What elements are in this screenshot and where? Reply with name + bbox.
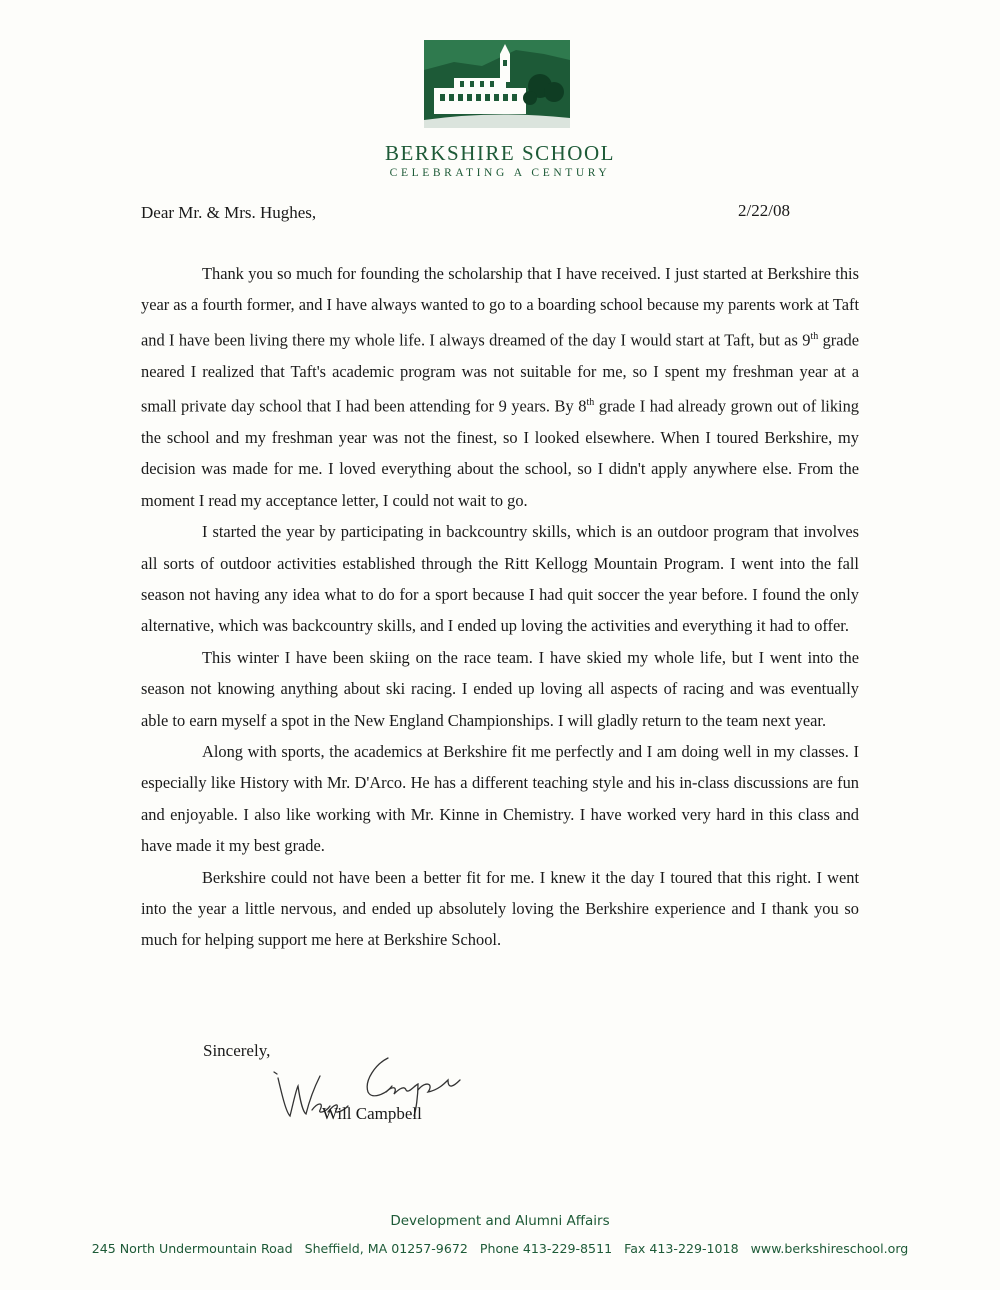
letter-date: 2/22/08 xyxy=(738,201,790,220)
paragraph: I started the year by participating in backcountry skills, which is an outdoor program that involves all sorts of outdoor activities established through the Ritt Kellogg Mountain Program. I went into the fall season not having any idea what to do for a sport because I had quit soccer the year before. I found the only alternative, which was backcountry skills, and I ended up loving the activities and everything it had to offer. xyxy=(141,522,859,636)
footer-address: 245 North Undermountain Road Sheffield, MA 01257-9672 Phone 413-229-8511 Fax 413-229-1018 www.berkshireschool.org xyxy=(91,1241,909,1256)
paragraph: Berkshire could not have been a better fit for me. I knew it the day I toured that this right. I went into the year a little nervous, and ended up absolutely loving the Berkshire experience and I thank you so much for helping support me here at Berkshire School. xyxy=(141,867,859,950)
letter-body xyxy=(141,258,859,956)
paragraph: Along with sports, the academics at Berkshire fit me perfectly and I am doing well in my classes. I especially like History with Mr. D'Arco. He has a different teaching style and his in-class discussions are fun and enjoyable. I also like working with Mr. Kinne in Chemistry. I have worked very hard in this class and have made it my best grade. xyxy=(141,742,859,856)
footer-department: Development and Alumni Affairs xyxy=(390,1213,610,1229)
signer-name: Will Campbell xyxy=(322,1104,422,1123)
salutation: Dear Mr. & Mrs. Hughes, xyxy=(141,203,317,222)
school-building-logo xyxy=(424,40,570,128)
school-tagline: CELEBRATING A CENTURY xyxy=(389,167,611,179)
paragraph: This winter I have been skiing on the race team. I have skied my whole life, but I went into the season not knowing anything about ski racing. I ended up loving all aspects of racing and was eventually able to earn myself a spot in the New England Championships. I will gladly return to the team next year. xyxy=(141,647,859,730)
closing: Sincerely, xyxy=(203,1041,271,1060)
school-name: BERKSHIRE SCHOOL xyxy=(385,141,615,165)
paragraph: Thank you so much for founding the scholarship that I have received. I just started at Berkshire this year as a fourth former, and I have always wanted to go to a boarding school because my parents work at Taft and I have been living there my whole life. I always dreamed of the day I would start at Taft, but as 9th grade neared I realized that Taft's academic program was not suitable for me, so I spent my freshman year at a small private day school that I had been attending for 9 years. By 8th grade I had already grown out of liking the school and my freshman year was not the finest, so I looked elsewhere. When I toured Berkshire, my decision was made for me. I loved everything about the school, so I didn't apply anywhere else. From the moment I read my acceptance letter, I could not wait to go. xyxy=(141,264,860,510)
